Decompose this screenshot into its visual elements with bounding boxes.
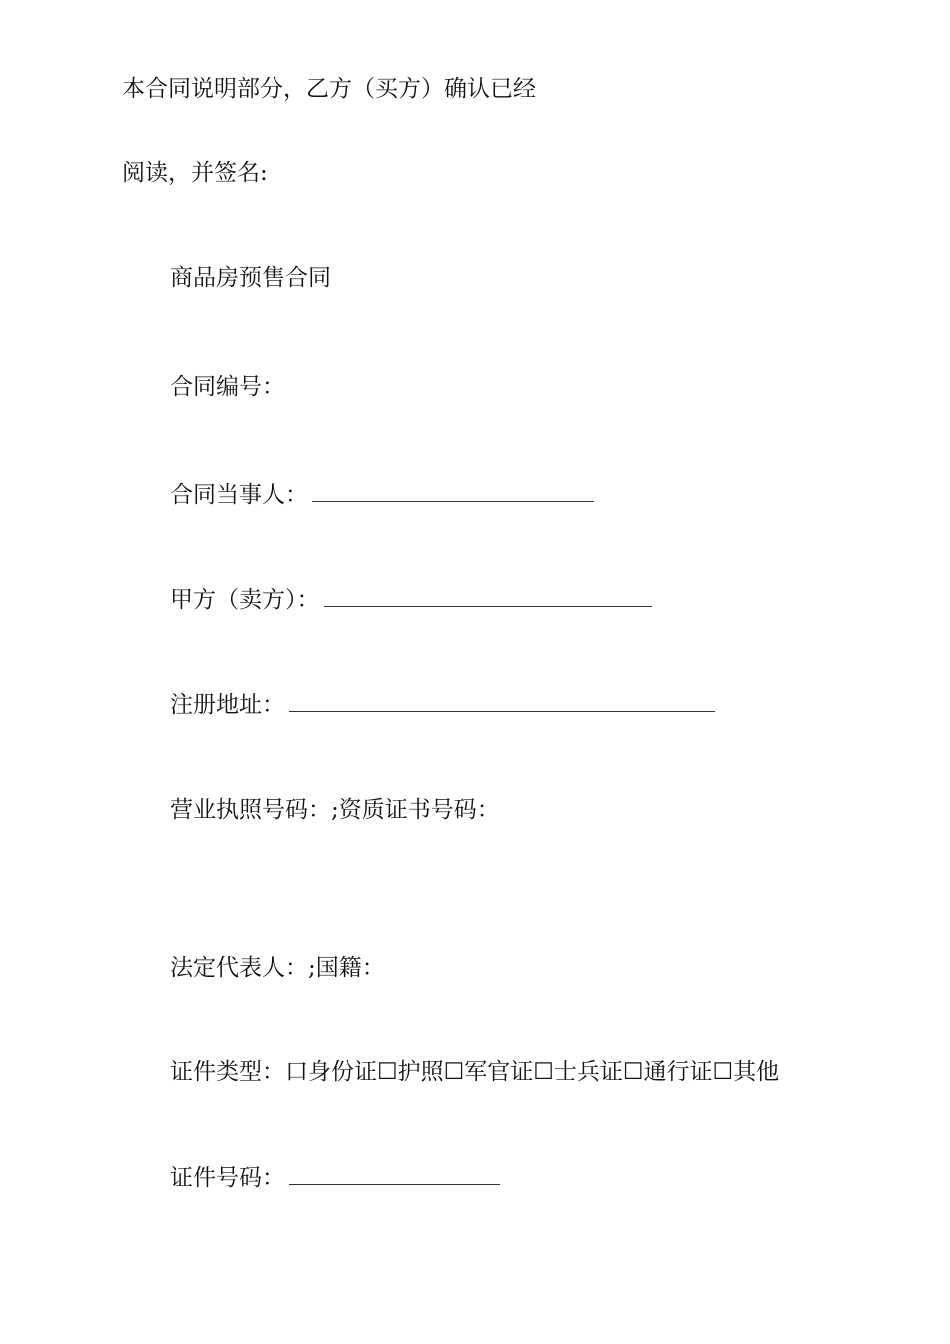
legal-representative-label: 法定代表人：;国籍： [170, 955, 385, 981]
party-a-blank [324, 586, 652, 607]
contract-parties-blank [312, 481, 594, 502]
contract-parties-label: 合同当事人： [170, 482, 308, 508]
registered-address-row [170, 690, 715, 720]
registered-address-blank [289, 691, 715, 712]
document-title: 商品房预售合同 [170, 265, 331, 291]
contract-number-label: 合同编号： [170, 374, 285, 400]
party-a-label: 甲方（卖方）： [170, 587, 320, 613]
contract-parties-row [170, 480, 594, 510]
id-type-label: 证件类型：口身份证☐护照☐军官证☐士兵证☐通行证☐其他 [170, 1059, 780, 1085]
intro-line-1: 本合同说明部分，乙方（买方）确认已经 [122, 76, 536, 102]
id-number-row [170, 1163, 500, 1193]
registered-address-label: 注册地址： [170, 692, 285, 718]
intro-line-2: 阅读，并签名: [122, 160, 268, 186]
id-number-label: 证件号码： [170, 1165, 285, 1191]
id-number-blank [289, 1164, 500, 1185]
party-a-row [170, 585, 652, 615]
license-and-certificate-label: 营业执照号码：;资质证书号码： [170, 797, 500, 823]
